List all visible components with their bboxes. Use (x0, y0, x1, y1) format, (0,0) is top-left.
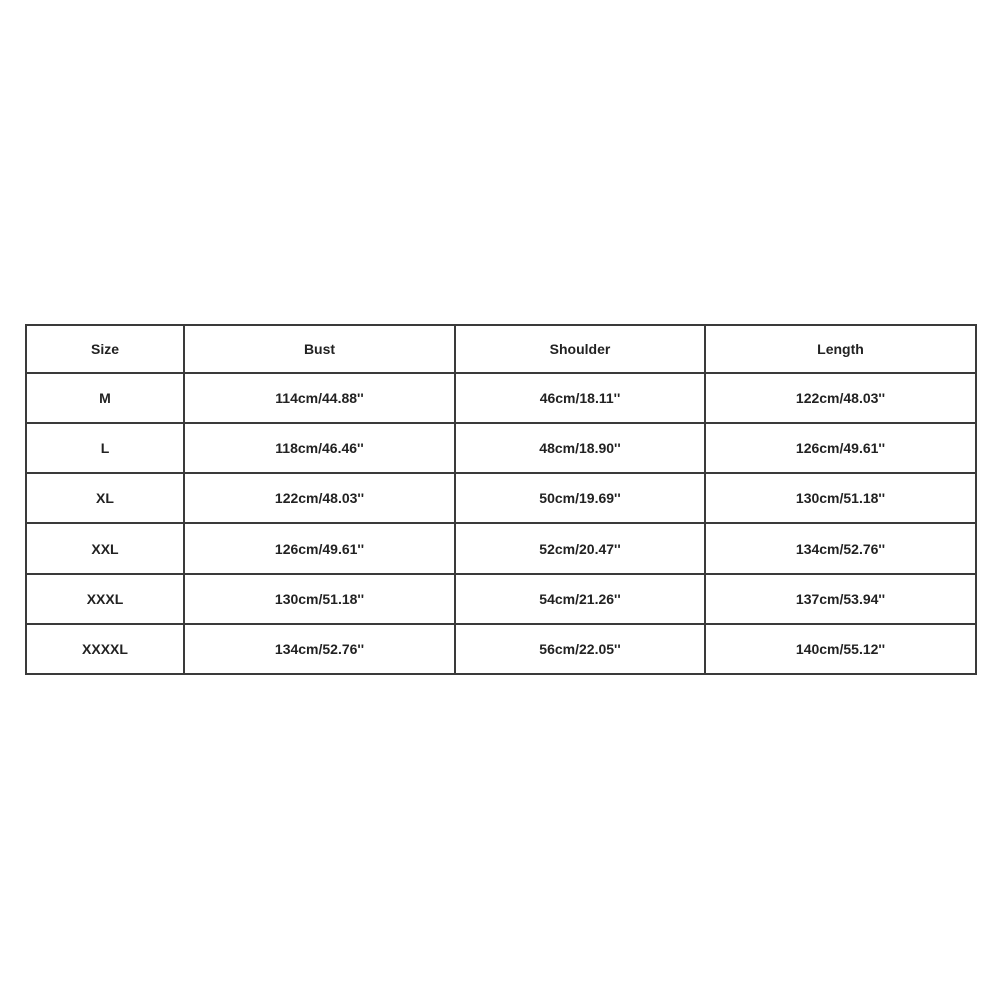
cell-length: 126cm/49.61'' (705, 423, 976, 473)
header-shoulder: Shoulder (455, 325, 705, 373)
table-row (26, 373, 976, 423)
cell-size: XXL (26, 523, 184, 573)
cell-shoulder: 46cm/18.11'' (455, 373, 705, 423)
cell-size: XXXL (26, 574, 184, 624)
cell-size: XXXXL (26, 624, 184, 674)
cell-size: XL (26, 473, 184, 523)
table-header-row (26, 325, 976, 373)
cell-length: 122cm/48.03'' (705, 373, 976, 423)
cell-size: M (26, 373, 184, 423)
header-length: Length (705, 325, 976, 373)
cell-bust: 122cm/48.03'' (184, 473, 455, 523)
cell-bust: 134cm/52.76'' (184, 624, 455, 674)
cell-shoulder: 50cm/19.69'' (455, 473, 705, 523)
table-row (26, 523, 976, 573)
cell-bust: 118cm/46.46'' (184, 423, 455, 473)
cell-bust: 126cm/49.61'' (184, 523, 455, 573)
cell-length: 130cm/51.18'' (705, 473, 976, 523)
size-chart-table (25, 324, 977, 675)
table-row (26, 473, 976, 523)
table-row (26, 574, 976, 624)
cell-length: 137cm/53.94'' (705, 574, 976, 624)
table-row (26, 423, 976, 473)
header-bust: Bust (184, 325, 455, 373)
cell-shoulder: 54cm/21.26'' (455, 574, 705, 624)
cell-shoulder: 56cm/22.05'' (455, 624, 705, 674)
cell-bust: 114cm/44.88'' (184, 373, 455, 423)
cell-length: 140cm/55.12'' (705, 624, 976, 674)
cell-shoulder: 48cm/18.90'' (455, 423, 705, 473)
table-row (26, 624, 976, 674)
header-size: Size (26, 325, 184, 373)
cell-size: L (26, 423, 184, 473)
cell-bust: 130cm/51.18'' (184, 574, 455, 624)
cell-length: 134cm/52.76'' (705, 523, 976, 573)
cell-shoulder: 52cm/20.47'' (455, 523, 705, 573)
